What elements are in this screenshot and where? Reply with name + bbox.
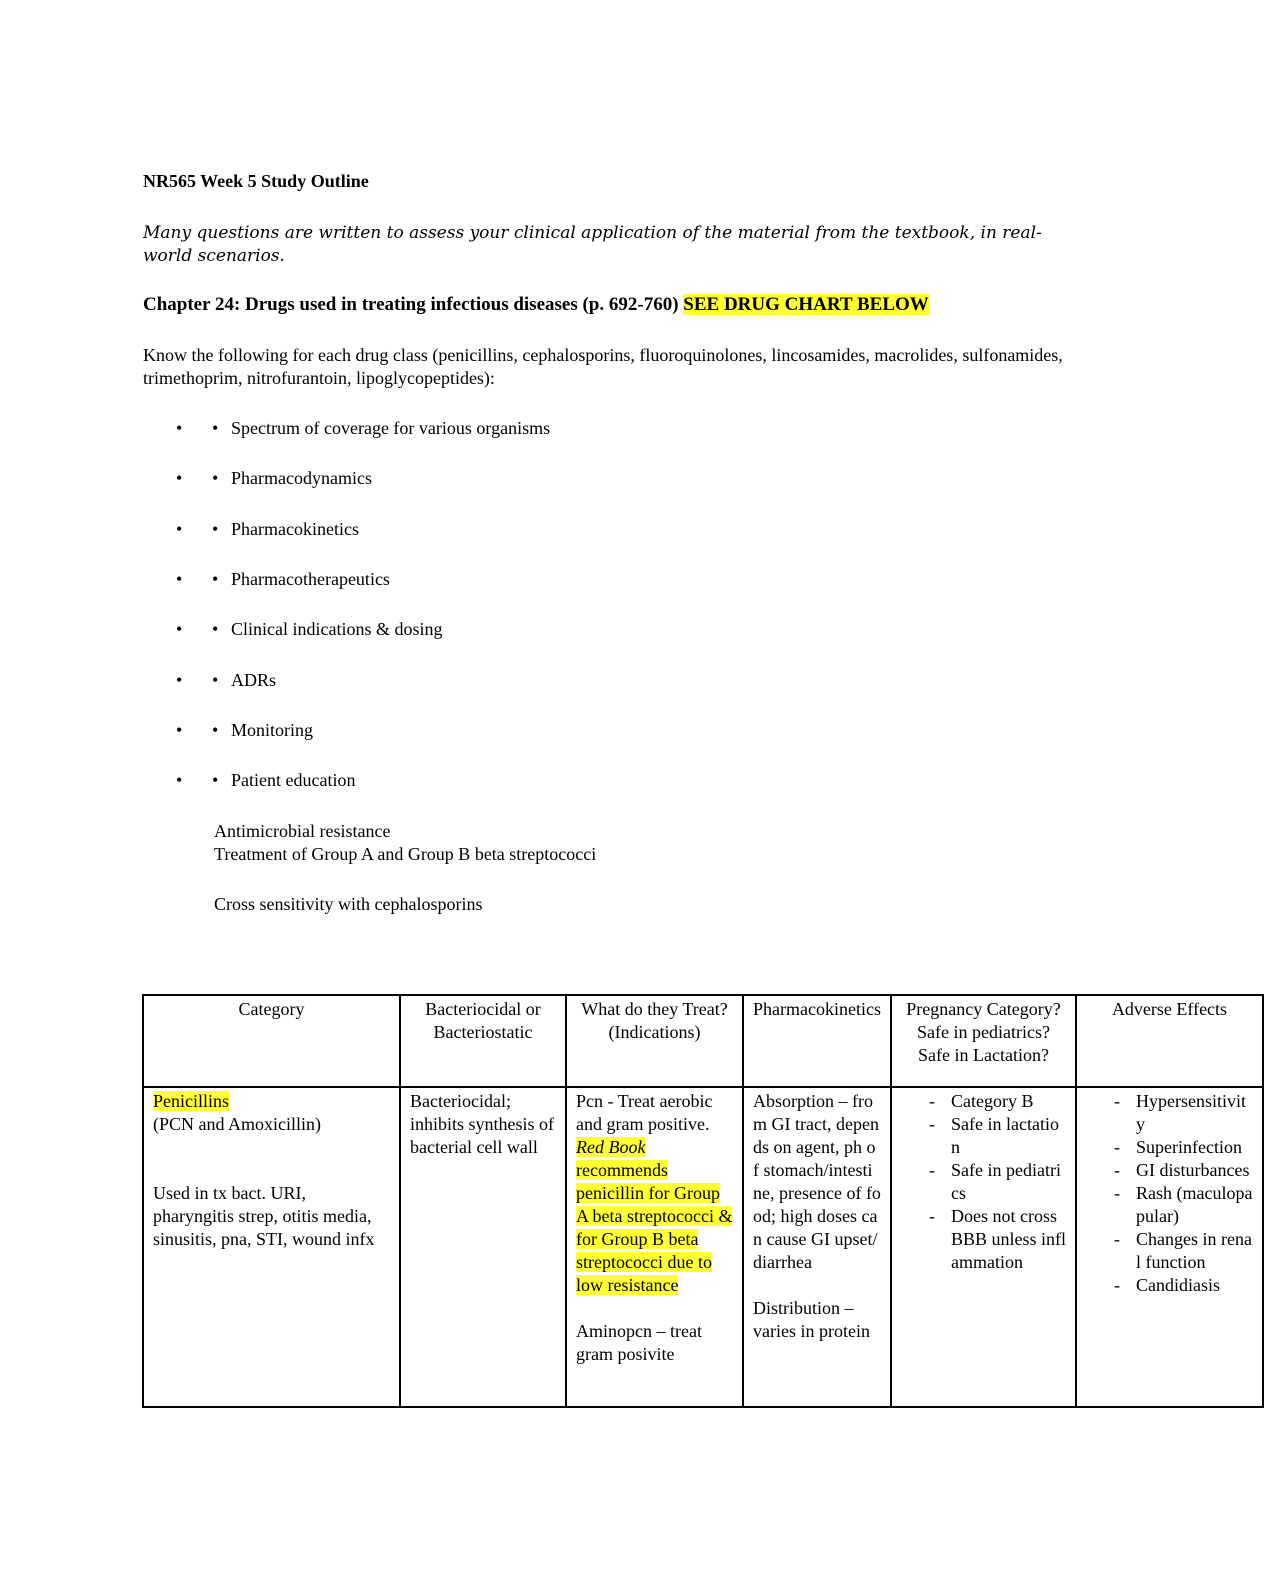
table-row	[143, 1087, 1263, 1407]
list-item-text: Monitoring	[231, 720, 314, 740]
bullet-icon: •	[176, 670, 183, 690]
treat-highlight: recommends penicillin for Group A beta streptococci & for Group B beta streptococci due to low resistance	[576, 1160, 733, 1295]
list-item-text: Spectrum of coverage for various organisms	[231, 418, 551, 438]
header-bacteriocidal: Bacteriocidal or Bacteriostatic	[400, 995, 566, 1087]
table-header-row	[143, 995, 1263, 1087]
adverse-item: - Candidiasis	[1086, 1274, 1253, 1297]
cross-sensitivity-line: Cross sensitivity with cephalosporins	[214, 894, 483, 914]
cell-pregnancy	[891, 1087, 1076, 1407]
pregnancy-item: - Safe in pediatrics	[901, 1159, 1066, 1205]
cell-indications	[566, 1087, 743, 1407]
bullet-icon: •	[212, 519, 219, 539]
drug-chart-table	[142, 994, 1264, 1408]
bullet-icon: •	[176, 720, 183, 740]
intro-text: Many questions are written to assess your clinical application of the material from the textbook, in real-world scenarios.	[143, 223, 1042, 266]
bullet-icon: •	[176, 569, 183, 589]
adverse-item: - Changes in renal function	[1086, 1228, 1253, 1274]
adverse-item: - Superinfection	[1086, 1136, 1253, 1159]
antimicrobial-resistance-line: Antimicrobial resistance	[214, 821, 391, 841]
treat-text: Pcn - Treat aerobic and gram positive.	[576, 1091, 713, 1134]
adverse-item: - Hypersensitivity	[1086, 1090, 1253, 1136]
pregnancy-item: - Does not cross BBB unless inflammation	[901, 1205, 1066, 1274]
header-category: Category	[143, 995, 400, 1087]
bullet-icon: •	[176, 770, 183, 790]
header-pregnancy: Pregnancy Category? Safe in pediatrics? Safe in Lactation?	[891, 995, 1076, 1087]
chapter-title: Chapter 24: Drugs used in treating infectious diseases (p. 692-760)	[143, 294, 679, 315]
pregnancy-item: - Safe in lactation	[901, 1113, 1066, 1159]
list-item-text: Pharmacokinetics	[231, 519, 359, 539]
adverse-item: - Rash (maculopapular)	[1086, 1182, 1253, 1228]
adverse-item: - GI disturbances	[1086, 1159, 1253, 1182]
pregnancy-item: - Category B	[901, 1090, 1066, 1113]
pk-distribution: Distribution – varies in protein	[753, 1298, 870, 1341]
group-strep-line: Treatment of Group A and Group B beta streptococci	[214, 844, 597, 864]
chapter-highlight: SEE DRUG CHART BELOW	[683, 294, 929, 315]
category-sub: (PCN and Amoxicillin)	[153, 1114, 321, 1134]
list-item-text: ADRs	[231, 670, 277, 690]
bullet-icon: •	[176, 519, 183, 539]
header-indications: What do they Treat? (Indications)	[566, 995, 743, 1087]
cell-category	[143, 1087, 400, 1407]
list-item-text: Patient education	[231, 770, 356, 790]
cell-adverse-effects	[1076, 1087, 1263, 1407]
know-paragraph: Know the following for each drug class (penicillins, cephalosporins, fluoroquinolones, lincosamides, macrolides, sulfonamides, trimethoprim, nitrofurantoin, lipoglycopeptides):	[143, 345, 1063, 388]
bullet-icon: •	[212, 670, 219, 690]
header-pharmacokinetics: Pharmacokinetics	[743, 995, 891, 1087]
category-use: Used in tx bact. URI, pharyngitis strep, otitis media, sinusitis, pna, STI, wound infx	[153, 1183, 375, 1249]
bullet-icon: •	[212, 770, 219, 790]
bullet-icon: •	[176, 418, 183, 438]
category-name: Penicillins	[153, 1091, 229, 1111]
cell-pharmacokinetics	[743, 1087, 891, 1407]
bullet-icon: •	[176, 619, 183, 639]
pk-absorption: Absorption – from GI tract, depends on agent, ph of stomach/intestine, presence of food; high doses can cause GI upset/diarrhea	[753, 1091, 881, 1272]
red-book-text: Red Book	[576, 1137, 646, 1157]
cell-bacteriocidal	[400, 1087, 566, 1407]
bullet-icon: •	[212, 569, 219, 589]
bullet-icon: •	[212, 720, 219, 740]
page-title: NR565 Week 5 Study Outline	[143, 171, 369, 191]
list-item-text: Pharmacotherapeutics	[231, 569, 390, 589]
bullet-icon: •	[176, 468, 183, 488]
aminopcn-text: Aminopcn – treat gram posivite	[576, 1321, 702, 1364]
list-item-text: Pharmacodynamics	[231, 468, 372, 488]
header-adverse-effects: Adverse Effects	[1076, 995, 1263, 1087]
bullet-icon: •	[212, 468, 219, 488]
bullet-icon: •	[212, 418, 219, 438]
bullet-icon: •	[212, 619, 219, 639]
bacteriocidal-text: Bacteriocidal; inhibits synthesis of bacterial cell wall	[410, 1091, 555, 1157]
list-item-text: Clinical indications & dosing	[231, 619, 443, 639]
